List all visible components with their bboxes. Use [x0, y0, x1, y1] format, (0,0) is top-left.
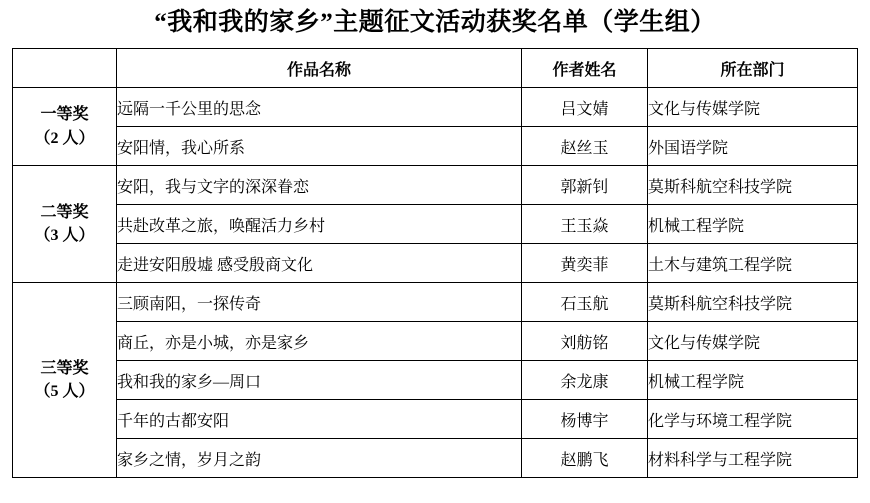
- award-group-first-prize: [13, 88, 117, 166]
- author-name: 赵鹏飞: [522, 439, 648, 478]
- table-row: [13, 439, 858, 478]
- department-name: 文化与传媒学院: [648, 322, 858, 361]
- award-count-label: （5 人）: [34, 383, 95, 400]
- author-name: 杨博宇: [522, 400, 648, 439]
- award-count-label: （3 人）: [34, 227, 95, 244]
- department-name: 土木与建筑工程学院: [648, 244, 858, 283]
- department-name: 化学与环境工程学院: [648, 400, 858, 439]
- author-name: 赵丝玉: [522, 127, 648, 166]
- author-name: 吕文婧: [522, 88, 648, 127]
- award-group-third-prize: [13, 283, 117, 478]
- award-rank-label: 二等奖: [40, 203, 89, 221]
- table-row: [13, 127, 858, 166]
- table-row: [13, 205, 858, 244]
- author-name: 石玉航: [522, 283, 648, 322]
- work-title: 共赴改革之旅，唤醒活力乡村: [117, 205, 522, 244]
- table-row: [13, 244, 858, 283]
- department-name: 机械工程学院: [648, 205, 858, 244]
- table-row: [13, 88, 858, 127]
- author-name: 黄奕菲: [522, 244, 648, 283]
- department-name: 莫斯科航空科技学院: [648, 283, 858, 322]
- table-body: [13, 88, 858, 478]
- author-name: 王玉焱: [522, 205, 648, 244]
- work-title: 安阳情，我心所系: [117, 127, 522, 166]
- column-header-department: 所在部门: [648, 49, 858, 88]
- award-rank-label: 一等奖: [40, 106, 89, 124]
- author-name: 刘舫铭: [522, 322, 648, 361]
- department-name: 外国语学院: [648, 127, 858, 166]
- work-title: 我和我的家乡—周口: [117, 361, 522, 400]
- work-title: 家乡之情，岁月之韵: [117, 439, 522, 478]
- table-row: [13, 361, 858, 400]
- table-header: [13, 49, 858, 88]
- department-name: 材料科学与工程学院: [648, 439, 858, 478]
- work-title: 远隔一千公里的思念: [117, 88, 522, 127]
- page-title: “我和我的家乡”主题征文活动获奖名单（学生组）: [154, 9, 716, 36]
- table-row: [13, 283, 858, 322]
- award-count-label: （2 人）: [34, 129, 95, 147]
- department-name: 莫斯科航空科技学院: [648, 166, 858, 205]
- award-list-table: [12, 48, 858, 478]
- column-header-work-title: 作品名称: [117, 49, 522, 88]
- work-title: 安阳，我与文字的深深眷恋: [117, 166, 522, 205]
- author-name: 余龙康: [522, 361, 648, 400]
- award-rank-label: 三等奖: [40, 359, 89, 377]
- work-title: 商丘，亦是小城，亦是家乡: [117, 322, 522, 361]
- work-title: 走进安阳殷墟 感受殷商文化: [117, 244, 522, 283]
- column-header-award: [13, 49, 117, 88]
- table-row: [13, 400, 858, 439]
- department-name: 文化与传媒学院: [648, 88, 858, 127]
- work-title: 三顾南阳，一探传奇: [117, 283, 522, 322]
- department-name: 机械工程学院: [648, 361, 858, 400]
- award-group-second-prize: [13, 166, 117, 283]
- author-name: 郭新钊: [522, 166, 648, 205]
- table-row: [13, 166, 858, 205]
- table-row: [13, 322, 858, 361]
- table-header-row: [13, 49, 858, 88]
- column-header-author: 作者姓名: [522, 49, 648, 88]
- work-title: 千年的古都安阳: [117, 400, 522, 439]
